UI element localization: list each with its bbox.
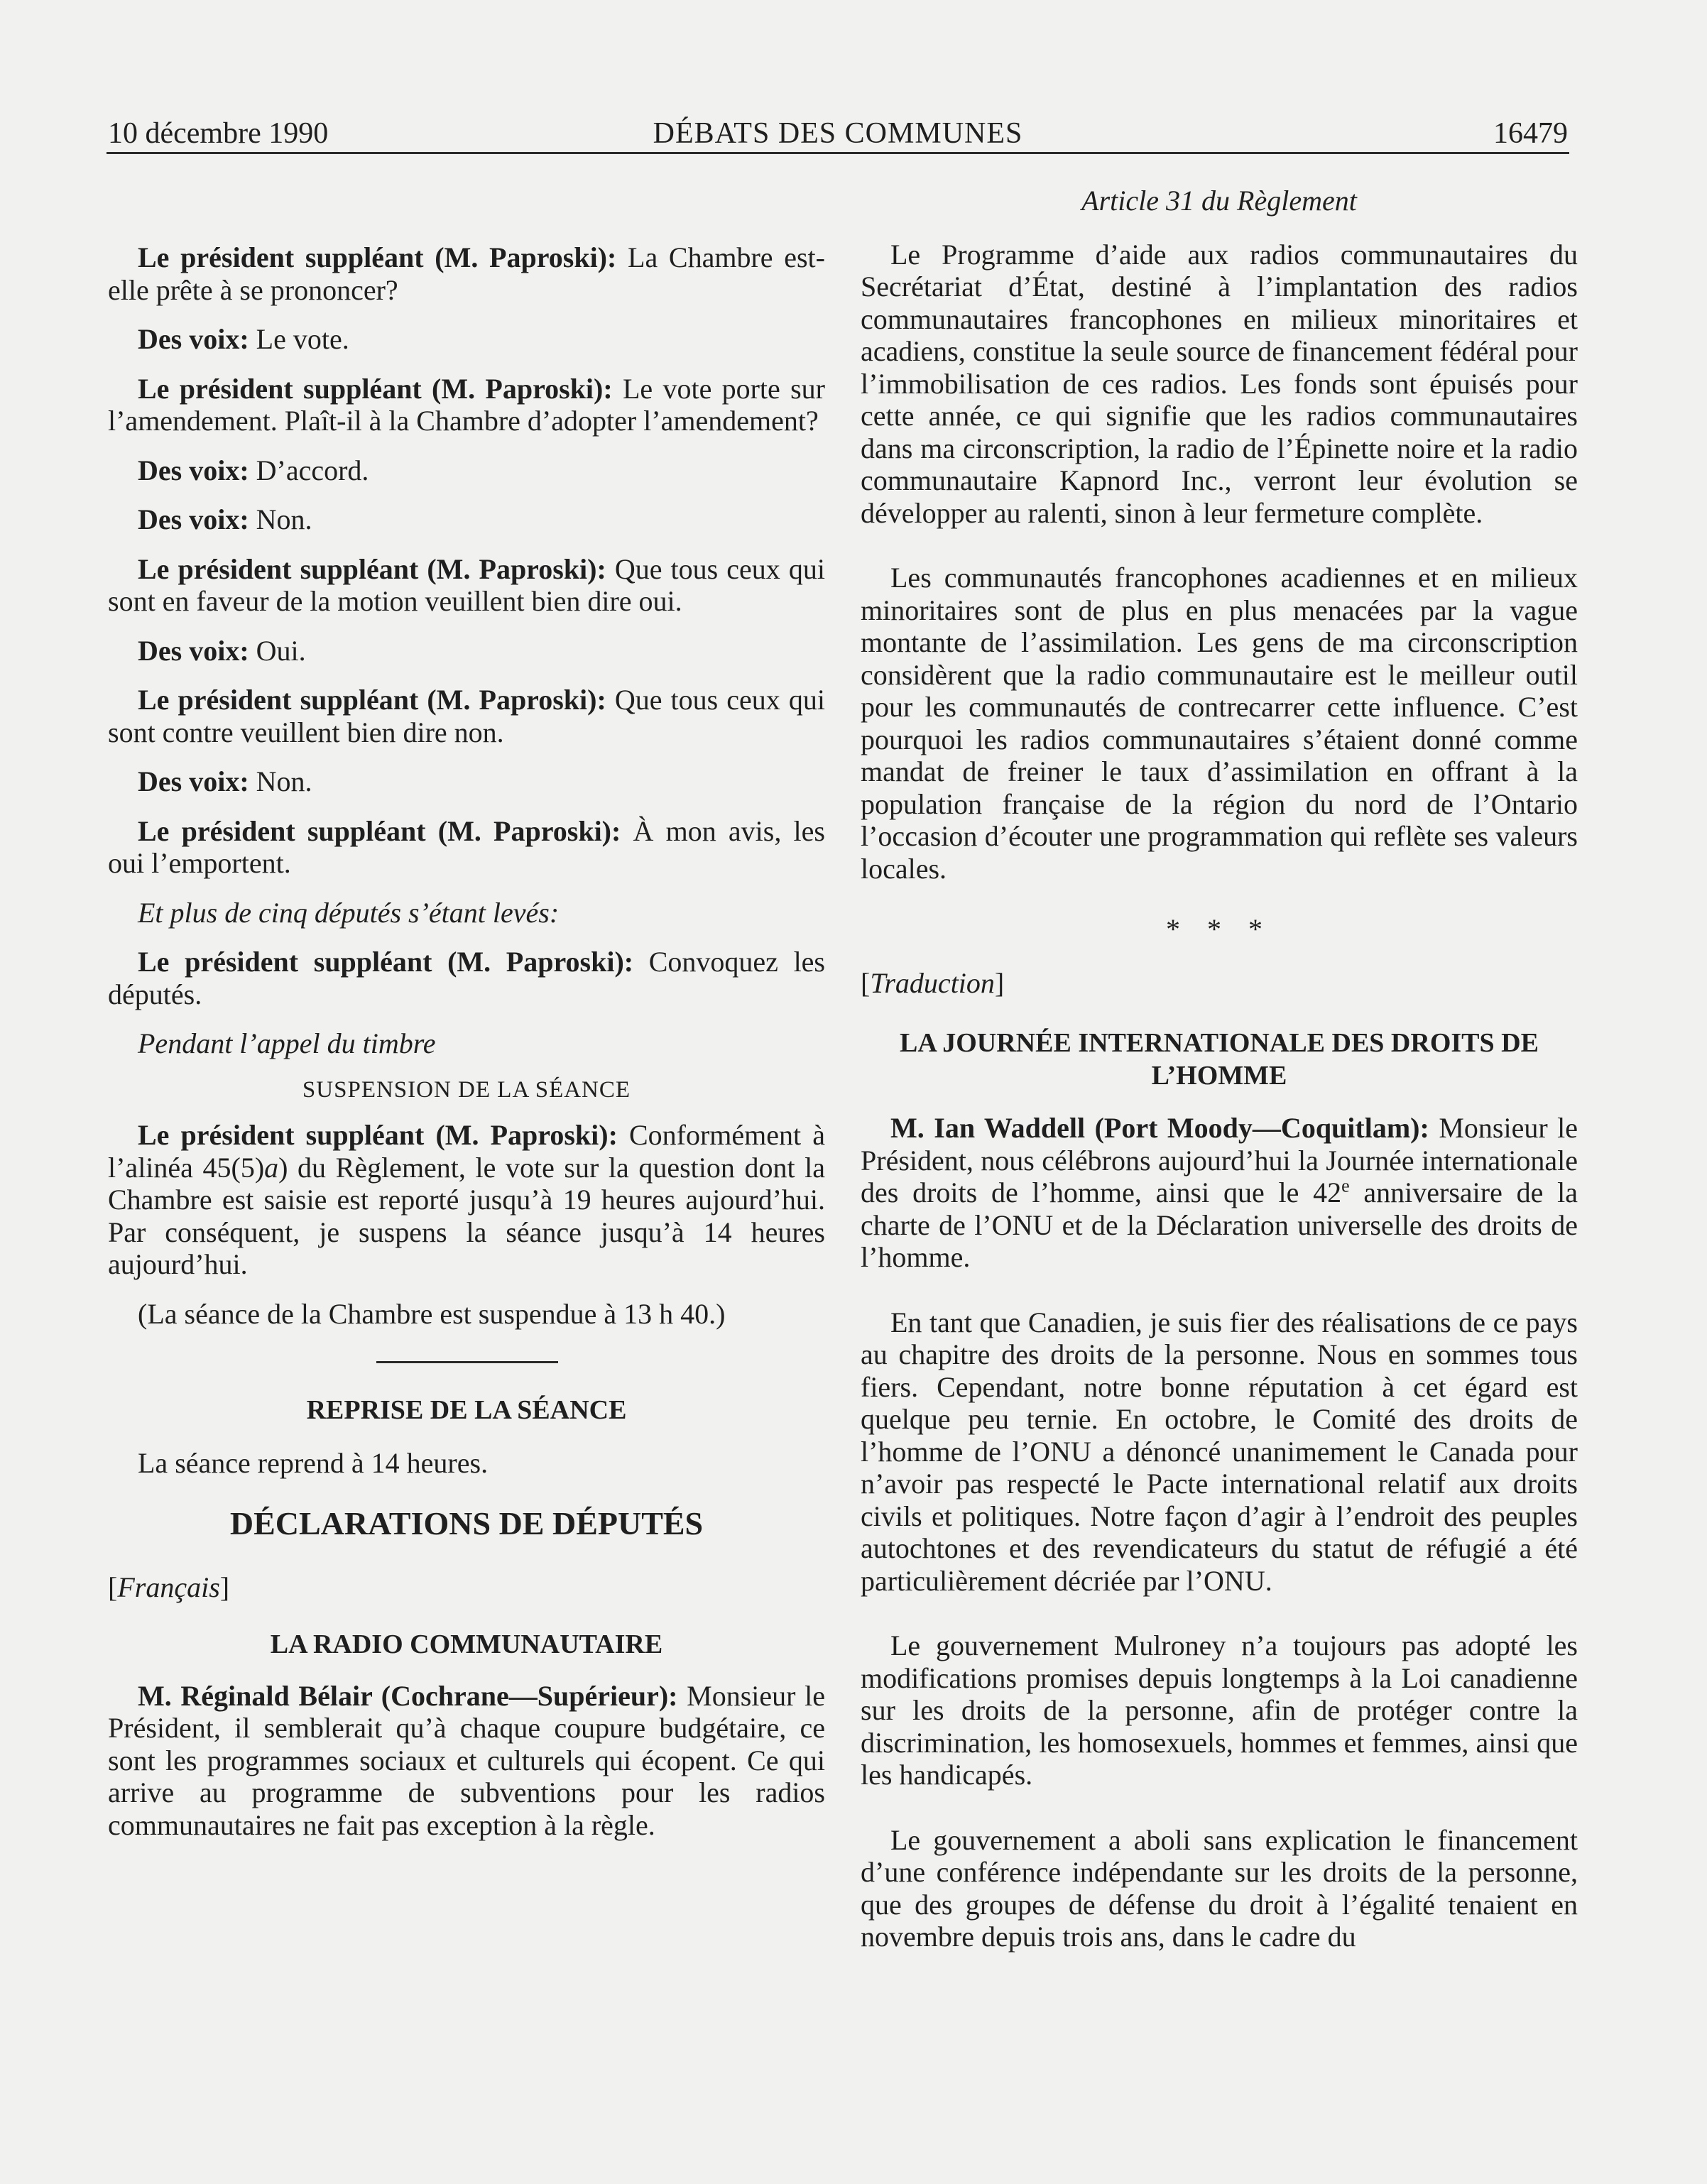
paragraph: Le président suppléant (M. Paproski): La Chambre est-elle prête à se prononcer? [108, 241, 825, 306]
stage-direction: Pendant l’appel du timbre [138, 1027, 436, 1059]
speaker-name: Des voix: [138, 454, 249, 486]
suspension-heading: SUSPENSION DE LA SÉANCE [302, 1076, 631, 1103]
speaker-name: Le président suppléant (M. Paproski): [138, 814, 621, 847]
left-column [108, 185, 825, 1841]
translation-tag: [Traduction] [861, 966, 1005, 999]
paragraph: Les communautés francophones acadiennes et en milieux minoritaires sont de plus en plus menacées par la vague montante de l’assimilation. Les gens de ma circonscription considèrent que la radio communautaire est le meilleur outil pour les communautés de contrecarrer cette influence. C’est pourquoi les radios communautaires s’étaient donné comme mandat de freiner le taux d’assimilation en offrant à la population française de la région du nord de l’Ontario l’occasion d’écouter une programmation qui reflète ses valeurs locales. [861, 562, 1578, 885]
header-date: 10 décembre 1990 [108, 117, 329, 150]
header-title: DÉBATS DES COMMUNES [653, 117, 1023, 150]
page-header [108, 114, 1568, 153]
speaker-name: Le président suppléant (M. Paproski): [138, 372, 613, 405]
speaker-name: Le président suppléant (M. Paproski): [138, 1119, 618, 1151]
paragraph: Le gouvernement Mulroney n’a toujours pas adopté les modifications promises depuis longtemps à la Loi canadienne sur les droits de la personne, afin de protéger contre la discrimination, les homosexuels, hommes et femmes, ainsi que les handicapés. [861, 1629, 1578, 1791]
paragraph: (La séance de la Chambre est suspendue à 13 h 40.) [138, 1297, 726, 1330]
reprise-heading: REPRISE DE LA SÉANCE [306, 1395, 627, 1425]
speaker-name: Le président suppléant (M. Paproski): [138, 552, 606, 585]
speaker-name: Le président suppléant (M. Paproski): [138, 241, 617, 273]
header-rule [107, 152, 1569, 154]
speaker-name: Des voix: [138, 323, 249, 355]
language-tag: [Français] [108, 1571, 230, 1603]
paragraph: Le président suppléant (M. Paproski): À mon avis, les oui l’emportent. [108, 814, 825, 879]
speaker-name: Des voix: [138, 765, 249, 797]
section-stars: * * * [1166, 913, 1272, 945]
speaker-name: Le président suppléant (M. Paproski): [138, 946, 634, 978]
speaker-name: Le président suppléant (M. Paproski): [138, 684, 606, 716]
speaker-name: Des voix: [138, 634, 249, 667]
paragraph: Le gouvernement a aboli sans explication le financement d’une conférence indépendante sur les droits de la personne, que des groupes de défense du droit à l’égalité tenaient en novembre depuis trois ans, dans le cadre du [861, 1823, 1578, 1953]
paragraph: En tant que Canadien, je suis fier des réalisations de ce pays au chapitre des droits de la personne. Nous en sommes tous fiers. Cependant, notre bonne réputation à cet égard est quelque peu ternie. En octobre, le Comité des droits de l’homme de l’ONU a dénoncé unanimement le Canada pour n’avoir pas respecté le Pacte international relatif aux droits civils et politiques. Notre façon d’agir à l’endroit des peuples autochtones et des revendicateurs du statut de réfugié a été particulièrement décriée par l’ONU. [861, 1306, 1578, 1597]
paragraph: Le Programme d’aide aux radios communautaires du Secrétariat d’État, destiné à l’implantation des radios communautaires francophones en milieux minoritaires et acadiens, constitue la seule source de financement fédéral pour l’immobilisation de ces radios. Les fonds sont épuisés pour cette année, ce qui signifie que les radios communautaires dans ma circonscription, la radio de l’Épinette noire et la radio communautaire Kapnord Inc., verront leur évolution se développer au ralenti, sinon à leur fermeture complète. [861, 238, 1578, 529]
paragraph: Le président suppléant (M. Paproski): Que tous ceux qui sont contre veuillent bien dire non. [108, 684, 825, 748]
paragraph: M. Ian Waddell (Port Moody—Coquitlam): Monsieur le Président, nous célébrons aujourd’hui la Journée internationale des droits de l’homme, ainsi que le 42e anniversaire de la charte de l’ONU et de la Déclaration universelle des droits de l’homme. [861, 1112, 1578, 1273]
speaker-name: M. Réginald Bélair (Cochrane—Supérieur): [138, 1679, 678, 1712]
paragraph: Des voix: Non. [138, 765, 312, 797]
page-number: 16479 [1493, 117, 1568, 150]
right-column [861, 185, 1578, 1953]
speaker-name: Des voix: [138, 503, 249, 535]
paragraph: Des voix: Le vote. [138, 323, 349, 355]
paragraph: Des voix: D’accord. [138, 454, 369, 486]
paragraph: Le président suppléant (M. Paproski): Le vote porte sur l’amendement. Plaît-il à la Chambre d’adopter l’amendement? [108, 372, 825, 437]
paragraph: M. Réginald Bélair (Cochrane—Supérieur): Monsieur le Président, il semblerait qu’à chaque coupure budgétaire, ce sont les programmes sociaux et culturels qui écopent. Ce qui arrive au programme de subventions pour les radios communautaires ne fait pas exception à la règle. [108, 1679, 825, 1841]
paragraph: La séance reprend à 14 heures. [138, 1446, 489, 1479]
article-heading: Article 31 du Règlement [1081, 185, 1357, 217]
speaker-name: M. Ian Waddell (Port Moody—Coquitlam): [890, 1112, 1429, 1144]
paragraph: Le président suppléant (M. Paproski): Conformément à l’alinéa 45(5)a) du Règlement, le vote sur la question dont la Chambre est saisie est reporté jusqu’à 19 heures aujourd’hui. Par conséquent, je suspens la séance jusqu’à 14 heures aujourd’hui. [108, 1119, 826, 1280]
droits-heading: LA JOURNÉE INTERNATIONALE DES DROITS DE L’HOMME [900, 1028, 1539, 1091]
paragraph: Des voix: Non. [138, 503, 312, 535]
paragraph: Le président suppléant (M. Paproski): Convoquez les députés. [108, 946, 825, 1010]
paragraph: Des voix: Oui. [138, 634, 306, 667]
radio-heading: LA RADIO COMMUNAUTAIRE [270, 1629, 663, 1659]
paragraph: Le président suppléant (M. Paproski): Que tous ceux qui sont en faveur de la motion veuillent bien dire oui. [108, 552, 825, 617]
declarations-heading: DÉCLARATIONS DE DÉPUTÉS [229, 1505, 704, 1541]
stage-direction: Et plus de cinq députés s’étant levés: [138, 896, 560, 929]
